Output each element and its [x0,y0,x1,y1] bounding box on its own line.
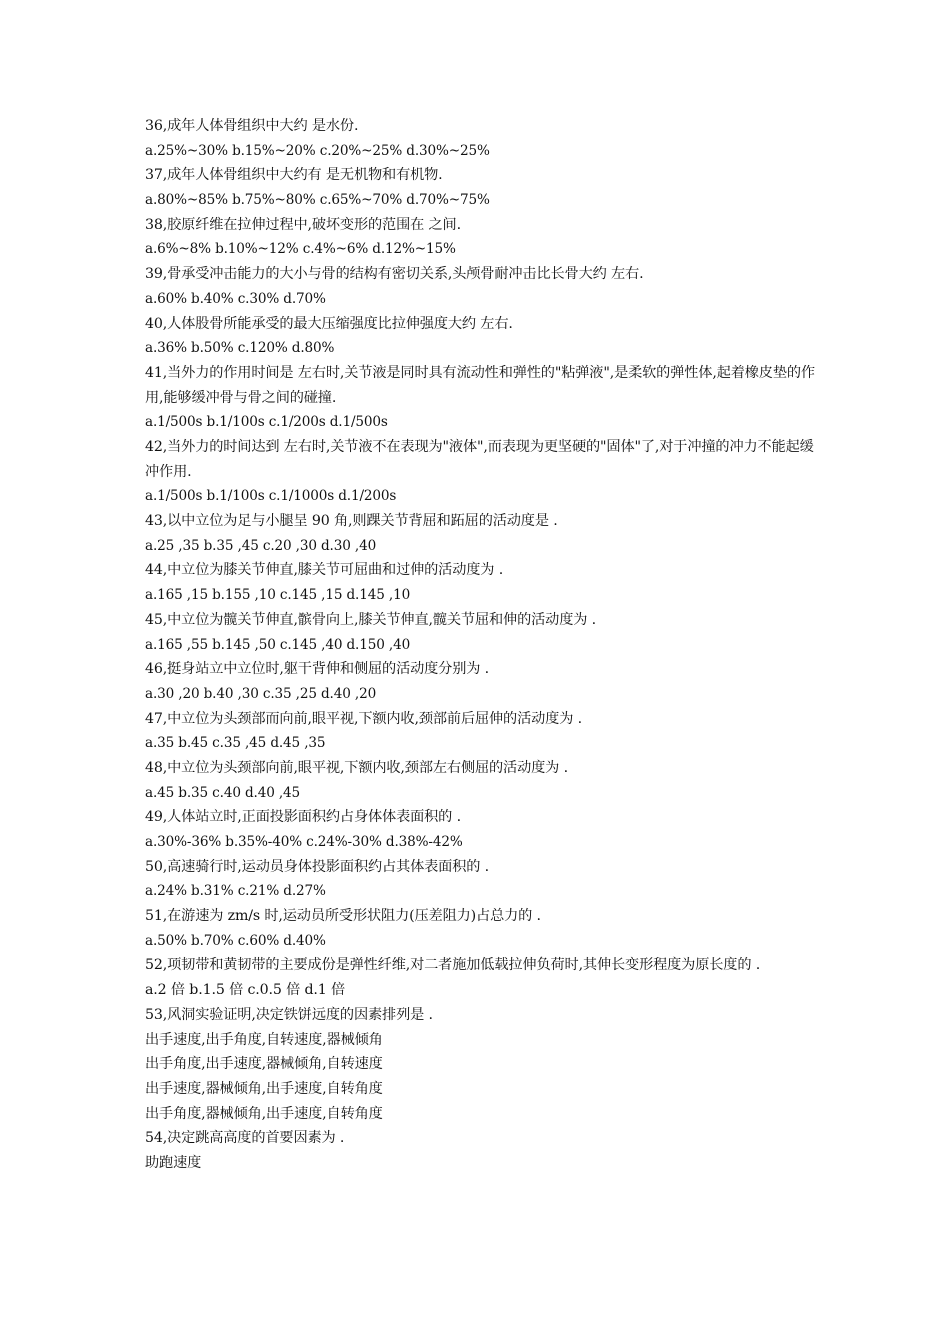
options-40: a.36% b.50% c.120% d.80% [145,340,335,357]
question-45: 45,中立位为髋关节伸直,髌骨向上,膝关节伸直,髋关节屈和伸的活动度为 . [145,611,597,628]
question-51: 51,在游速为 zm/s 时,运动员所受形状阻力(压差阻力)占总力的 . [145,908,541,925]
document-body [145,114,815,1176]
question-41: 41,当外力的作用时间是 左右时,关节液是同时具有流动性和弹性的"粘弹液",是柔软的弹性体,起着橡皮垫的作用,能够缓冲骨与骨之间的碰撞. [145,364,815,406]
options-42: a.1/500s b.1/100s c.1/1000s d.1/200s [145,488,397,505]
question-37: 37,成年人体骨组织中大约有 是无机物和有机物. [145,167,443,184]
options-49: a.30%-36% b.35%-40% c.24%-30% d.38%-42% [145,834,463,850]
options-52: a.2 倍 b.1.5 倍 c.0.5 倍 d.1 倍 [145,982,346,999]
question-38: 38,胶原纤维在拉伸过程中,破坏变形的范围在 之间. [145,216,461,233]
options-46: a.30 ,20 b.40 ,30 c.35 ,25 d.40 ,20 [145,685,377,702]
option-53-b: 出手角度,出手速度,器械倾角,自转速度 [145,1056,383,1073]
option-53-a: 出手速度,出手角度,自转速度,器械倾角 [145,1031,383,1048]
option-53-d: 出手角度,器械倾角,出手速度,自转角度 [145,1105,383,1122]
options-50: a.24% b.31% c.21% d.27% [145,883,326,900]
question-48: 48,中立位为头颈部向前,眼平视,下额内收,颈部左右侧屈的活动度为 . [145,759,568,776]
options-41: a.1/500s b.1/100s c.1/200s d.1/500s [145,414,388,431]
question-53: 53,风洞实验证明,决定铁饼远度的因素排列是 . [145,1006,433,1023]
question-36: 36,成年人体骨组织中大约 是水份. [145,118,359,134]
options-37: a.80%~85% b.75%~80% c.65%~70% d.70%~75% [145,192,490,209]
question-44: 44,中立位为膝关节伸直,膝关节可屈曲和过伸的活动度为 . [145,562,504,579]
options-39: a.60% b.40% c.30% d.70% [145,290,326,307]
options-51: a.50% b.70% c.60% d.40% [145,932,326,949]
question-40: 40,人体股骨所能承受的最大压缩强度比拉伸强度大约 左右. [145,315,513,332]
question-43: 43,以中立位为足与小腿呈 90 角,则踝关节背屈和跖屈的活动度是 . [145,513,558,530]
question-50: 50,高速骑行时,运动员身体投影面积约占其体表面积的 . [145,858,490,875]
question-54: 54,决定跳高高度的首要因素为 . [145,1130,345,1147]
options-45: a.165 ,55 b.145 ,50 c.145 ,40 d.150 ,40 [145,636,411,653]
options-47: a.35 b.45 c.35 ,45 d.45 ,35 [145,735,326,752]
option-54-a: 助跑速度 [145,1154,202,1171]
option-53-c: 出手速度,器械倾角,出手速度,自转角度 [145,1080,383,1097]
question-42: 42,当外力的时间达到 左右时,关节液不在表现为"液体",而表现为更坚硬的"固体"了,对于冲撞的冲力不能起缓冲作用. [145,438,814,480]
question-39: 39,骨承受冲击能力的大小与骨的结构有密切关系,头颅骨耐冲击比长骨大约 左右. [145,266,644,283]
question-46: 46,挺身站立中立位时,躯干背伸和侧屈的活动度分别为 . [145,661,490,678]
options-48: a.45 b.35 c.40 d.40 ,45 [145,784,301,801]
options-43: a.25 ,35 b.35 ,45 c.20 ,30 d.30 ,40 [145,537,377,554]
options-36: a.25%~30% b.15%~20% c.20%~25% d.30%~25% [145,142,490,159]
question-47: 47,中立位为头颈部而向前,眼平视,下额内收,颈部前后屈伸的活动度为 . [145,710,582,727]
options-44: a.165 ,15 b.155 ,10 c.145 ,15 d.145 ,10 [145,587,411,604]
question-49: 49,人体站立时,正面投影面积约占身体体表面积的 . [145,809,461,826]
question-52: 52,项韧带和黄韧带的主要成份是弹性纤维,对二者施加低载拉伸负荷时,其伸长变形程度为原长度的 . [145,957,761,974]
options-38: a.6%~8% b.10%~12% c.4%~6% d.12%~15% [145,241,456,258]
